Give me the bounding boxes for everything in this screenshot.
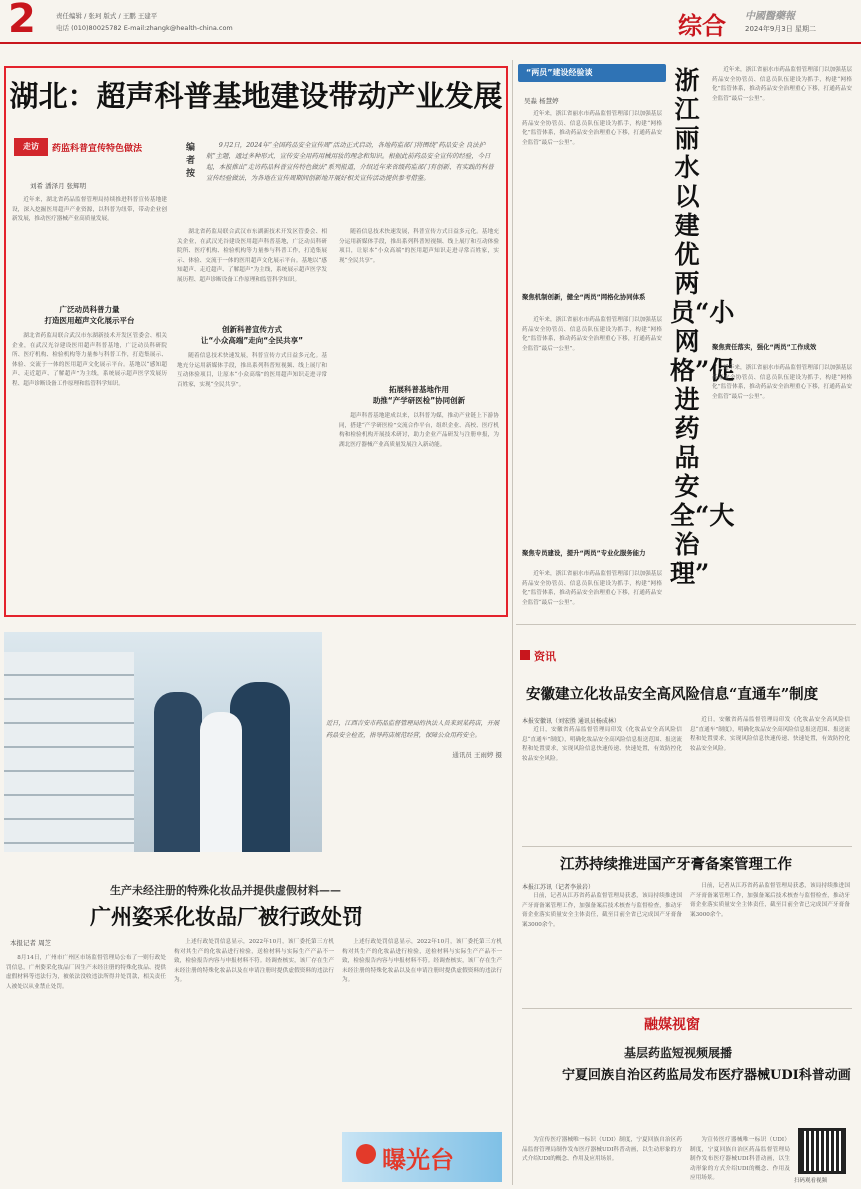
lead-article <box>4 66 508 617</box>
anhui-body-1: 近日，安徽省药品监督管理局印发《化妆品安全高风险信息“直通车”制度》，明确化妆品安全高风险信息报送范围、报送流程和处置要求，实现风险信息快速传递、快速处置，有效防控化妆品安全风险。 <box>522 727 682 762</box>
jiangsu-title: 江苏持续推进国产牙膏备案管理工作 <box>560 856 792 873</box>
issue-date: 2024年9月3日 星期二 <box>745 25 816 33</box>
zhejiang-body-2: 近年来，浙江省丽水市药品监督管理部门以加强基层药品安全协管员、信息员队伍建设为抓手，构建“网格化”监管体系，推动药品安全治理重心下移，打通药品安全监管“最后一公里”。 <box>522 317 662 352</box>
inspection-photo <box>4 632 322 852</box>
anhui-byline: 本报安徽讯（刘宏胜 通讯员杨成林） <box>522 718 620 725</box>
zhejiang-body-4: 近年来，浙江省丽水市药品监督管理部门以加强基层药品安全协管员、信息员队伍建设为抓手，构建“网格化”监管体系，推动药品安全治理重心下移，打通药品安全监管“最后一公里”。 <box>712 67 852 102</box>
editor-note-label: 编者按 <box>186 143 196 179</box>
zhejiang-byline: 吴淼 杨慧婷 <box>524 97 559 105</box>
column-divider <box>512 60 513 1185</box>
lead-subhead-1: 广泛动员科普力量 打造医用超声文化展示平台 <box>44 305 135 325</box>
anhui-title: 安徽建立化妆品安全高风险信息“直通车”制度 <box>526 686 819 703</box>
editors-line: 责任编辑 / 张珂 版式 / 王鹏 王建平 <box>56 12 158 20</box>
two-staff-badge <box>518 64 666 82</box>
page-number: 2 <box>8 0 36 42</box>
qr-caption: 扫码观看视频 <box>794 1178 828 1184</box>
photo-officer-1 <box>154 692 202 852</box>
lead-subhead-2: 创新科普宣传方式 让“小众高端”走向“全民共享” <box>200 325 304 345</box>
seal-icon: 走访 <box>14 138 48 156</box>
column-tag <box>14 138 180 158</box>
lead-body-4: 超声科普基地建成以来，以科普为媒，推动产业链上下游协同，搭建“产学研医检”交流合作平台，组织企业、高校、医疗机构和检验机构开展技术研讨，助力企业产品研发与注册申报，为湖北医疗器械产业高质量发展注入新动能。 <box>339 413 499 448</box>
zhejiang-subhead-1: 聚焦机制创新，健全“两员”网格化协同体系 <box>522 293 646 301</box>
zhejiang-body-1: 近年来，浙江省丽水市药品监督管理部门以加强基层药品安全协管员、信息员队伍建设为抓手，构建“网格化”监管体系，推动药品安全治理重心下移，打通药品安全监管“最后一公里”。 <box>522 111 662 146</box>
media-title: 宁夏回族自治区药监局发布医疗器械UDI科普动画 <box>562 1068 851 1083</box>
brief-label-text: 资讯 <box>534 650 556 663</box>
lead-body-3: 随着信息技术快速发展，科普宣传方式日益多元化。基地充分运用新媒体手段，推出系列科普短视频、线上展厅和互动体验项目，让原本“小众高端”的医用超声知识走进寻常百姓家，实现“全民共享”。 <box>177 353 327 388</box>
guangzhou-title: 广州姿采化妆品厂被行政处罚 <box>90 904 363 929</box>
lead-byline: 刘希 潘泽月 张辉明 <box>30 182 87 190</box>
photo-shelf <box>4 652 134 852</box>
anhui-body-2: 近日，安徽省药品监督管理局印发《化妆品安全高风险信息“直通车”制度》，明确化妆品安全高风险信息报送范围、报送流程和处置要求，实现风险信息快速传递、快速处置，有效防控化妆品安全风险。 <box>690 717 850 752</box>
brief-divider-1 <box>522 846 852 847</box>
page-header <box>0 0 861 44</box>
photo-credit: 通讯员 王雨婷 摄 <box>452 751 502 759</box>
media-label-text: 融媒视窗 <box>644 1017 700 1033</box>
guangzhou-body-2: 上述行政处罚信息显示，2022年10月，该厂委托第三方机构对其生产的化妆品进行检验，送检材料与实际生产产品不一致，检验报告内容与申报材料不符。经调查核实，该厂存在生产未经注册的特殊化妆品以及在申请注册时提供虚假资料的违法行为。 <box>174 939 334 984</box>
lead-body-3b: 随着信息技术快速发展，科普宣传方式日益多元化。基地充分运用新媒体手段，推出系列科普短视频、线上展厅和互动体验项目，让原本“小众高端”的医用超声知识走进寻常百姓家，实现“全民共享”。 <box>339 229 499 264</box>
guangzhou-byline: 本报记者 周芝 <box>10 939 52 947</box>
zhejiang-body-5: 近年来，浙江省丽水市药品监督管理部门以加强基层药品安全协管员、信息员队伍建设为抓手，构建“网格化”监管体系，推动药品安全治理重心下移，打通药品安全监管“最后一公里”。 <box>712 365 852 400</box>
jiangsu-body-1: 日前，记者从江苏省药品监督管理局获悉，该局持续推进国产牙膏备案管理工作，加强备案后技术核查与监督检查，推动牙膏企业落实质量安全主体责任，截至目前全省已完成国产牙膏备案3000余个。 <box>522 893 682 928</box>
lead-title: 湖北：超声科普基地建设带动产业发展 <box>9 79 503 113</box>
lead-body-2: 湖北省药监局联合武汉市东湖新技术开发区管委会、相关企业，在武汉光谷建设医用超声科普基地，广泛动员科研院所、医疗机构、检验机构等力量参与科普工作，打造集展示、体验、交流于一体的医用超声文化展示平台。基地以“感知超声、走近超声、了解超声”为主线，系统展示超声医学发展历程、超声诊断设备工作原理和监管科学知识。 <box>12 333 167 387</box>
section-name: 综合 <box>678 12 726 40</box>
guangzhou-body-1: 8月14日，广州市广州区市场监督管理局公布了一则行政处罚信息，广州姿采化妆品厂因生产未经注册的特殊化妆品、提供虚假材料等违法行为，被依法没收违法所得并处罚款，相关责任人被处以从业禁止处罚。 <box>6 955 166 990</box>
exposure-label: 曝光台 <box>382 1146 454 1174</box>
brief-square-icon <box>520 650 530 660</box>
badge-label: “两员”建设经验谈 <box>526 68 593 77</box>
photo-caption-text: 近日，江西吉安市药品监督管理局的执法人员来到某药店，开展药品安全检查，指导药店规范经营，保障公众用药安全。 <box>326 720 500 739</box>
media-body-1: 为宣传医疗器械唯一标识（UDI）制度，宁夏回族自治区药品监督管理局制作发布医疗器械UDI科普动画，以生动形象的方式介绍UDI的概念、作用及应用场景。 <box>522 1137 682 1163</box>
media-body-2: 为宣传医疗器械唯一标识（UDI）制度，宁夏回族自治区药品监督管理局制作发布医疗器械UDI科普动画，以生动形象的方式介绍UDI的概念、作用及应用场景。 <box>690 1137 790 1182</box>
exposure-banner <box>342 1132 502 1182</box>
newspaper-name: 中國醫藥報 <box>745 11 795 22</box>
column-name: 药监科普宣传特色做法 <box>52 144 143 154</box>
qr-code[interactable] <box>798 1128 846 1174</box>
guangzhou-kicker: 生产未经注册的特殊化妆品并提供虚假材料—— <box>110 884 341 897</box>
lead-subhead-3: 拓展科普基地作用 助推“产学研医检”协同创新 <box>372 385 466 405</box>
megaphone-icon <box>356 1144 376 1164</box>
editor-note: 9月2日，2024年“全国药品安全宣传周”活动正式启动，各地药监部门将围绕“药品安全 良法护航”主题，通过多种形式，宣传安全用药用械用妆的理念和知识。根据此前药品安全宣传的经验，今日起，本报推出“走访药品科普宣传特色做法”系列报道，介绍近年来省级药监部门有创新、有实践的科普宣传经验做法，为各地在宣传周期间创新地开展好相关宣传活动提供参考借鉴。 <box>206 141 494 182</box>
jiangsu-byline: 本报江苏讯（记者李景岩） <box>522 884 595 891</box>
lead-body-2b: 湖北省药监局联合武汉市东湖新技术开发区管委会、相关企业，在武汉光谷建设医用超声科普基地，广泛动员科研院所、医疗机构、检验机构等力量参与科普工作，打造集展示、体验、交流于一体的医用超声文化展示平台。基地以“感知超声、走近超声、了解超声”为主线，系统展示超声医学发展历程、超声诊断设备工作原理和监管科学知识。 <box>177 229 327 283</box>
header-rule <box>0 42 861 44</box>
lead-body-1: 近年来，湖北省药品监督管理局持续推进科普宣传基地建设，深入挖掘医用超声产业资源，以科普为纽带，带动企业创新发展，推动医疗器械产业高质量发展。 <box>12 197 167 223</box>
zhejiang-subhead-3: 聚焦责任落实，强化“两员”工作成效 <box>712 343 817 351</box>
media-kicker: 基层药监短视频展播 <box>624 1046 733 1060</box>
right-section-rule <box>516 624 856 625</box>
zhejiang-body-3: 近年来，浙江省丽水市药品监督管理部门以加强基层药品安全协管员、信息员队伍建设为抓手，构建“网格化”监管体系，推动药品安全治理重心下移，打通药品安全监管“最后一公里”。 <box>522 571 662 606</box>
brief-divider-2 <box>522 1008 852 1009</box>
contacts-line: 电话 (010)80025782 E-mail:zhangk@health-china.com <box>56 24 233 32</box>
photo-caption <box>326 718 502 852</box>
photo-pharmacist <box>200 712 242 852</box>
zhejiang-headline: 浙江丽水以建优两员“小网格”促进药品安全“大治理” <box>670 66 735 588</box>
jiangsu-body-2: 日前，记者从江苏省药品监督管理局获悉，该局持续推进国产牙膏备案管理工作，加强备案后技术核查与监督检查，推动牙膏企业落实质量安全主体责任，截至目前全省已完成国产牙膏备案3000余个。 <box>690 883 850 918</box>
guangzhou-body-3: 上述行政处罚信息显示，2022年10月，该厂委托第三方机构对其生产的化妆品进行检验，送检材料与实际生产产品不一致，检验报告内容与申报材料不符。经调查核实，该厂存在生产未经注册的特殊化妆品以及在申请注册时提供虚假资料的违法行为。 <box>342 939 502 984</box>
zhejiang-subhead-2: 聚焦专员建设，提升“两员”专业化服务能力 <box>522 549 646 557</box>
